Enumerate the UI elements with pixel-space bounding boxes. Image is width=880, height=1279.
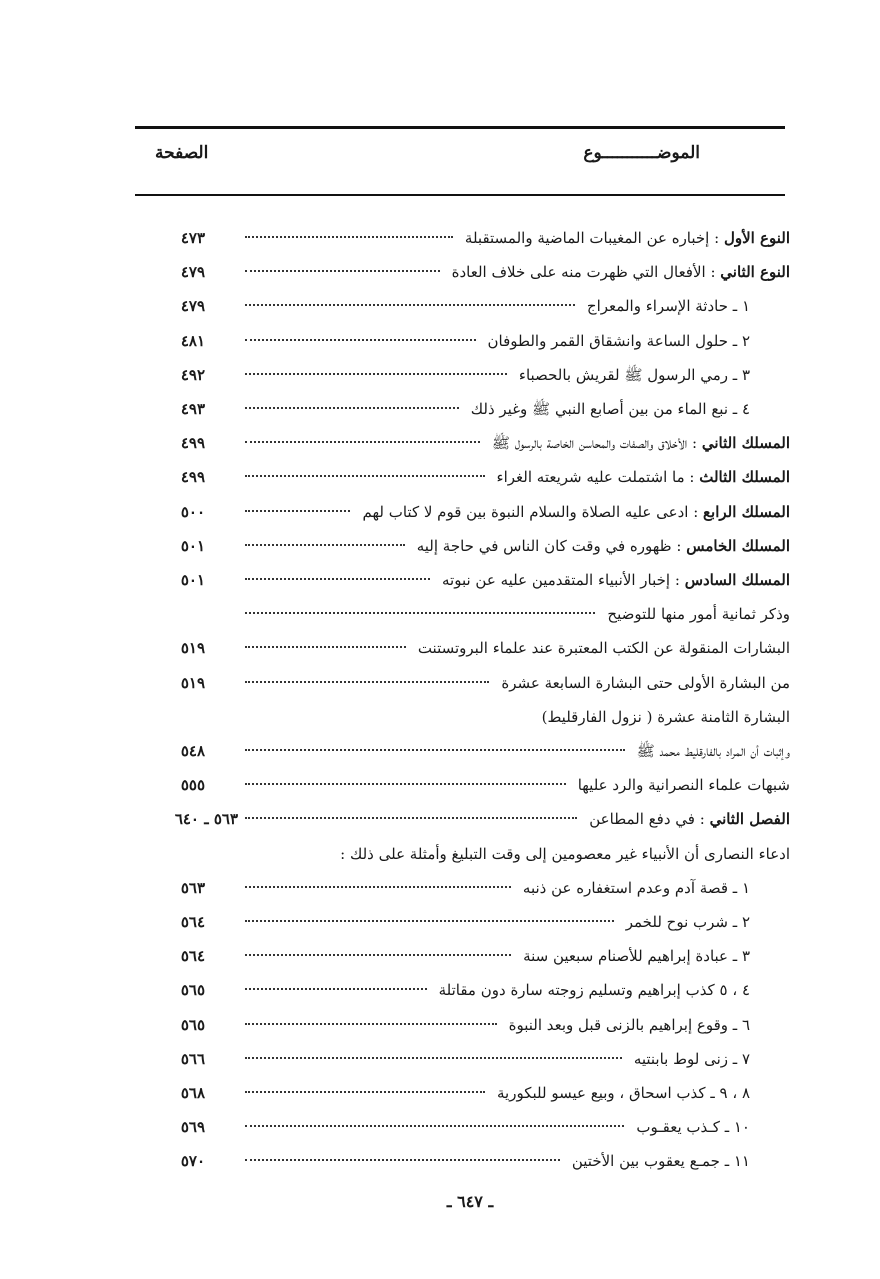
toc-leader-dots bbox=[245, 300, 575, 306]
toc-row bbox=[135, 773, 790, 803]
toc-row bbox=[135, 294, 790, 324]
toc-entry-title: : ظهوره في وقت كان الناس في حاجة إليه bbox=[416, 536, 687, 555]
toc-entry-title: وذكر ثمانية أمور منها للتوضيح bbox=[607, 605, 790, 624]
toc-entry-title: ١ ـ حادثة الإسراء والمعراج bbox=[586, 297, 750, 316]
toc-entry-page: ٥٦٥ bbox=[180, 981, 205, 1000]
toc-entry-title: : في دفع المطاعن bbox=[589, 810, 710, 829]
toc-leader-dots bbox=[245, 471, 485, 477]
toc-entry-text bbox=[497, 1081, 750, 1105]
toc-row bbox=[135, 807, 790, 837]
column-header-topic: الموضـــــــــــوع bbox=[583, 143, 700, 163]
toc-entry-page: ٤٩٣ bbox=[180, 400, 205, 418]
toc-entry-title: : إخباره عن المغيبات الماضية والمستقبلة bbox=[464, 229, 724, 247]
toc-entry-page: ٤٧٩ bbox=[180, 263, 205, 282]
column-header-page: الصفحة bbox=[155, 143, 209, 163]
toc-row bbox=[135, 500, 790, 530]
toc-entry-page: ٥١٩ bbox=[180, 673, 205, 692]
toc-entry-text bbox=[523, 876, 750, 900]
toc-entry-title: : ادعى عليه الصلاة والسلام النبوة بين قوم لا كتاب لهم bbox=[362, 502, 704, 521]
toc-entry-text bbox=[607, 602, 790, 626]
toc-entry-page: ٤٩٢ bbox=[180, 365, 205, 384]
header-bottom-rule bbox=[135, 194, 785, 196]
toc-leader-dots bbox=[245, 437, 480, 443]
toc-entry-title: ٣ ـ رمي الرسول ﷺ لقريش بالحصباء bbox=[518, 365, 750, 384]
toc-entry-page: ٤٧٩ bbox=[180, 297, 205, 316]
toc-entry-text bbox=[636, 1115, 750, 1139]
toc-row bbox=[135, 876, 790, 906]
toc-row bbox=[135, 978, 790, 1008]
toc-entry-title: ٢ ـ حلول الساعة وانشقاق القمر والطوفان bbox=[487, 331, 750, 350]
toc-entry-title: ٨ ، ٩ ـ كذب اسحاق ، وبيع عيسو للبكورية bbox=[497, 1084, 750, 1102]
toc-leader-dots bbox=[245, 1155, 560, 1161]
toc-leader-dots bbox=[245, 677, 489, 683]
toc-entry-text bbox=[340, 842, 790, 866]
toc-leader-dots bbox=[245, 745, 625, 751]
toc-entry-title: ١٠ ـ كـذب يعقـوب bbox=[636, 1118, 750, 1137]
toc-row bbox=[135, 431, 790, 461]
toc-row bbox=[135, 329, 790, 359]
toc-row bbox=[135, 363, 790, 393]
toc-entry-page: ٥٦٤ bbox=[180, 947, 205, 966]
toc-entry-page: ٥٦٤ bbox=[180, 913, 205, 931]
toc-entry-title: : الأفعال التي ظهرت منه على خلاف العادة bbox=[451, 263, 721, 282]
toc-entry-title: شبهات علماء النصرانية والرد عليها bbox=[577, 776, 790, 795]
toc-leader-dots bbox=[245, 540, 405, 546]
toc-leader-dots bbox=[245, 779, 566, 785]
toc-entry-text bbox=[509, 1013, 750, 1037]
toc-entry-text bbox=[587, 294, 750, 318]
toc-entry-title: ٤ ، ٥ كذب إبراهيم وتسليم زوجته سارة دون مقاتلة bbox=[438, 981, 750, 1000]
toc-entry-title: البشارة الثامنة عشرة ( نزول الفارقليط) bbox=[541, 707, 790, 726]
toc-entry-text bbox=[578, 773, 790, 797]
toc-leader-dots bbox=[245, 608, 595, 614]
toc-row bbox=[135, 465, 790, 495]
toc-leader-dots bbox=[245, 506, 350, 512]
toc-entry-page: ٥٠٠ bbox=[180, 502, 205, 521]
toc-row bbox=[135, 226, 790, 256]
toc-leader-dots bbox=[245, 232, 453, 238]
toc-row bbox=[135, 1013, 790, 1043]
toc-row bbox=[135, 842, 790, 872]
toc-entry-text bbox=[439, 978, 750, 1002]
header-top-rule bbox=[135, 126, 785, 129]
toc-entry-title: وإثبات أن المراد بالفارقليط محمد ﷺ bbox=[636, 742, 790, 760]
toc-leader-dots bbox=[245, 403, 459, 409]
toc-entry-text bbox=[589, 807, 790, 831]
toc-entry-title: ١ ـ قصة آدم وعدم استغفاره عن ذنبه bbox=[522, 878, 750, 897]
toc-entry-page: ٥٧٠ bbox=[180, 1152, 205, 1171]
toc-entry-text bbox=[417, 534, 790, 558]
toc-entry-title: ادعاء النصارى أن الأنبياء غير معصومين إلى وقت التبليغ وأمثلة على ذلك : bbox=[340, 844, 790, 863]
toc-entry-page: ٥٦٩ bbox=[180, 1118, 205, 1137]
toc-row bbox=[135, 944, 790, 974]
toc-entry-label: الفصل الثاني bbox=[709, 810, 790, 829]
toc-entry-page: ٥٤٨ bbox=[180, 742, 205, 760]
toc-leader-dots bbox=[245, 1019, 497, 1025]
toc-entry-title: ٢ ـ شرب نوح للخمر bbox=[625, 913, 750, 931]
toc-entry-page: ٤٩٩ bbox=[180, 434, 205, 453]
toc-entry-page: ٥٠١ bbox=[180, 536, 205, 555]
toc-row bbox=[135, 1047, 790, 1077]
toc-row bbox=[135, 1149, 790, 1179]
toc-entry-page: ٥١٩ bbox=[180, 639, 205, 658]
toc-entry-title: : ما اشتملت عليه شريعته الغراء bbox=[496, 468, 700, 487]
toc-entry-text bbox=[497, 465, 790, 489]
toc-row bbox=[135, 636, 790, 666]
toc-row bbox=[135, 671, 790, 701]
toc-leader-dots bbox=[245, 1121, 624, 1127]
toc-entry-text bbox=[523, 944, 750, 968]
toc-entry-title: : الأخلاق والصفات والمحاسن الخاصة بالرسول ﷺ bbox=[491, 434, 702, 453]
toc-row bbox=[135, 534, 790, 564]
toc-entry-title: من البشارة الأولى حتى البشارة السابعة عشرة bbox=[501, 673, 790, 692]
toc-entry-text bbox=[465, 226, 790, 250]
toc-row bbox=[135, 705, 790, 735]
toc-entry-text bbox=[452, 260, 790, 284]
toc-leader-dots bbox=[245, 1087, 485, 1093]
toc-entry-text bbox=[634, 1047, 750, 1071]
toc-entry-text bbox=[637, 739, 790, 763]
toc-entry-title: البشارات المنقولة عن الكتب المعتبرة عند علماء البروتستنت bbox=[417, 639, 790, 658]
toc-leader-dots bbox=[245, 882, 511, 888]
toc-leader-dots bbox=[245, 984, 427, 990]
toc-entry-text bbox=[492, 431, 790, 455]
toc-entry-label: المسلك الثاني bbox=[701, 434, 790, 453]
toc-leader-dots bbox=[245, 916, 614, 922]
toc-entry-text bbox=[542, 705, 790, 729]
toc-entry-text bbox=[442, 568, 790, 592]
toc-entry-text bbox=[501, 671, 790, 695]
toc-entry-title: ٧ ـ زنى لوط بابنتيه bbox=[633, 1049, 750, 1068]
toc-entry-text bbox=[519, 363, 750, 387]
toc-entry-page: ٥٦٣ ـ ٦٤٠ bbox=[174, 810, 238, 829]
toc-leader-dots bbox=[245, 266, 440, 272]
toc-entry-title: ٦ ـ وقوع إبراهيم بالزنى قبل وبعد النبوة bbox=[508, 1015, 750, 1034]
toc-entry-label: النوع الأول bbox=[723, 229, 790, 247]
toc-entry-text bbox=[626, 910, 750, 934]
toc-row bbox=[135, 1081, 790, 1111]
toc-entry-page: ٤٩٩ bbox=[180, 468, 205, 487]
toc-entry-label: المسلك الرابع bbox=[703, 502, 790, 521]
toc-entry-label: المسلك السادس bbox=[684, 571, 790, 589]
toc-entry-text bbox=[488, 329, 750, 353]
toc-entry-page: ٥٦٥ bbox=[180, 1015, 205, 1034]
toc-entry-text bbox=[362, 500, 790, 524]
toc-leader-dots bbox=[245, 642, 406, 648]
toc-entry-page: ٥٠١ bbox=[180, 571, 205, 589]
toc-leader-dots bbox=[245, 574, 430, 580]
toc-entry-label: النوع الثاني bbox=[720, 263, 790, 282]
toc-entry-title: : إخبار الأنبياء المتقدمين عليه عن نبوته bbox=[442, 571, 685, 589]
toc-entry-page: ٤٨١ bbox=[180, 331, 205, 350]
toc-entry-text bbox=[471, 397, 750, 421]
toc-leader-dots bbox=[245, 1053, 622, 1059]
toc-row bbox=[135, 739, 790, 769]
toc-entry-label: المسلك الخامس bbox=[686, 536, 790, 555]
toc-entry-title: ٣ ـ عبادة إبراهيم للأصنام سبعين سنة bbox=[523, 947, 750, 966]
toc-row bbox=[135, 568, 790, 598]
toc-row bbox=[135, 910, 790, 940]
toc-entry-text bbox=[418, 636, 790, 660]
page-number: ـ ٦٤٧ ـ bbox=[446, 1192, 494, 1211]
toc-row bbox=[135, 602, 790, 632]
toc-entry-label: المسلك الثالث bbox=[699, 468, 790, 487]
toc-leader-dots bbox=[245, 813, 577, 819]
toc-row bbox=[135, 1115, 790, 1145]
toc-row bbox=[135, 397, 790, 427]
toc-entry-page: ٤٧٣ bbox=[180, 229, 205, 247]
toc-leader-dots bbox=[245, 950, 511, 956]
toc-leader-dots bbox=[245, 369, 507, 375]
toc-entry-title: ٤ ـ نبع الماء من بين أصابع النبي ﷺ وغير ذلك bbox=[470, 400, 750, 418]
toc-entry-page: ٥٥٥ bbox=[180, 776, 205, 795]
toc-row bbox=[135, 260, 790, 290]
toc-entry-page: ٥٦٨ bbox=[180, 1084, 205, 1102]
toc-entry-text bbox=[572, 1149, 750, 1173]
toc-entry-page: ٥٦٣ bbox=[180, 878, 205, 897]
toc-entry-page: ٥٦٦ bbox=[180, 1049, 205, 1068]
toc-entry-title: ١١ ـ جمـع يعقوب بين الأختين bbox=[571, 1152, 750, 1171]
toc-leader-dots bbox=[245, 335, 476, 341]
